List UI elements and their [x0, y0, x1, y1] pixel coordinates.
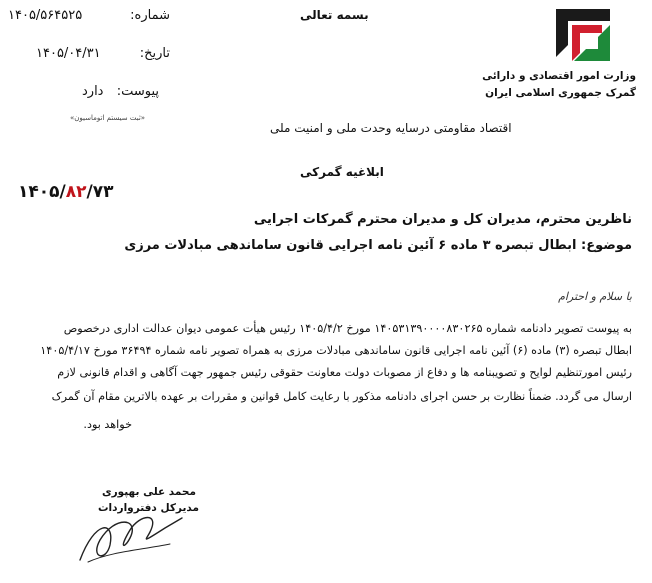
- letter-title: ابلاغیه گمرکی: [300, 165, 384, 179]
- invocation-heading: بسمه تعالی: [300, 8, 369, 22]
- signatory-role: مدیرکل دفترواردات: [98, 502, 199, 514]
- customs-name: گمرک جمهوری اسلامی ایران: [485, 87, 636, 99]
- attachment-label: پیوست:: [116, 84, 159, 99]
- reference-number: [18, 182, 113, 202]
- attachment-value: دارد: [82, 84, 104, 99]
- customs-logo-icon: [552, 5, 614, 65]
- greeting: با سلام و احترام: [558, 290, 632, 303]
- reference-prefix: ۱۴۰۵/: [18, 182, 66, 202]
- motto: اقتصاد مقاومتی درسایه وحدت ملی و امنیت ملی: [270, 121, 512, 135]
- letter-date-label: تاریخ:: [139, 46, 170, 61]
- handwritten-signature: [70, 500, 190, 570]
- letter-number-label: شماره:: [130, 8, 170, 23]
- body-line: خواهد بود.: [83, 418, 132, 431]
- body-line: ارسال می گردد. ضمناً نظارت بر حسن اجرای دادنامه مذکور با رعایت کامل قوانین و مقررات بر عهده بالاترین مقام آن گمرک: [51, 390, 632, 403]
- signatory-name: محمد علی بهپوری: [102, 486, 196, 498]
- letter-number-value: ۱۴۰۵/۵۶۴۵۲۵: [8, 8, 83, 23]
- body-line: به پیوست تصویر دادنامه شماره ۱۴۰۵۳۱۳۹۰۰۰۰۸۳۰۲۶۵ مورخ ۱۴۰۵/۴/۲ رئیس هیأت عمومی دیوان عدالت اداری درخصوص: [63, 322, 632, 335]
- letter-date-value: ۱۴۰۵/۰۴/۳۱: [36, 46, 101, 61]
- subject: موضوع: ابطال تبصره ۳ ماده ۶ آئین نامه اجرایی قانون ساماندهی مبادلات مرزی: [124, 238, 632, 253]
- automation-note: «ثبت سیستم اتوماسیون»: [70, 114, 146, 122]
- reference-suffix: /۷۳: [86, 182, 114, 202]
- ministry-name: وزارت امور اقتصادی و دارائی: [482, 70, 636, 82]
- body-line: ابطال تبصره (۳) ماده (۶) آئین نامه اجرایی قانون ساماندهی مبادلات مرزی به همراه تصویر نامه شماره ۳۶۴۹۴ مورخ ۱۴۰۵/۴/۱۷: [40, 344, 632, 357]
- reference-highlight: ۸۲: [65, 182, 87, 202]
- addressee: ناظرین محترم، مدیران کل و مدیران محترم گمرکات اجرایی: [253, 212, 632, 227]
- organization-name: [482, 68, 636, 102]
- body-line: رئیس امورتنظیم لوایح و تصویبنامه ها و دفاع از مصوبات دولت معاونت حقوقی رئیس جمهور جهت آگاهی و اقدام قانونی لازم: [57, 366, 632, 379]
